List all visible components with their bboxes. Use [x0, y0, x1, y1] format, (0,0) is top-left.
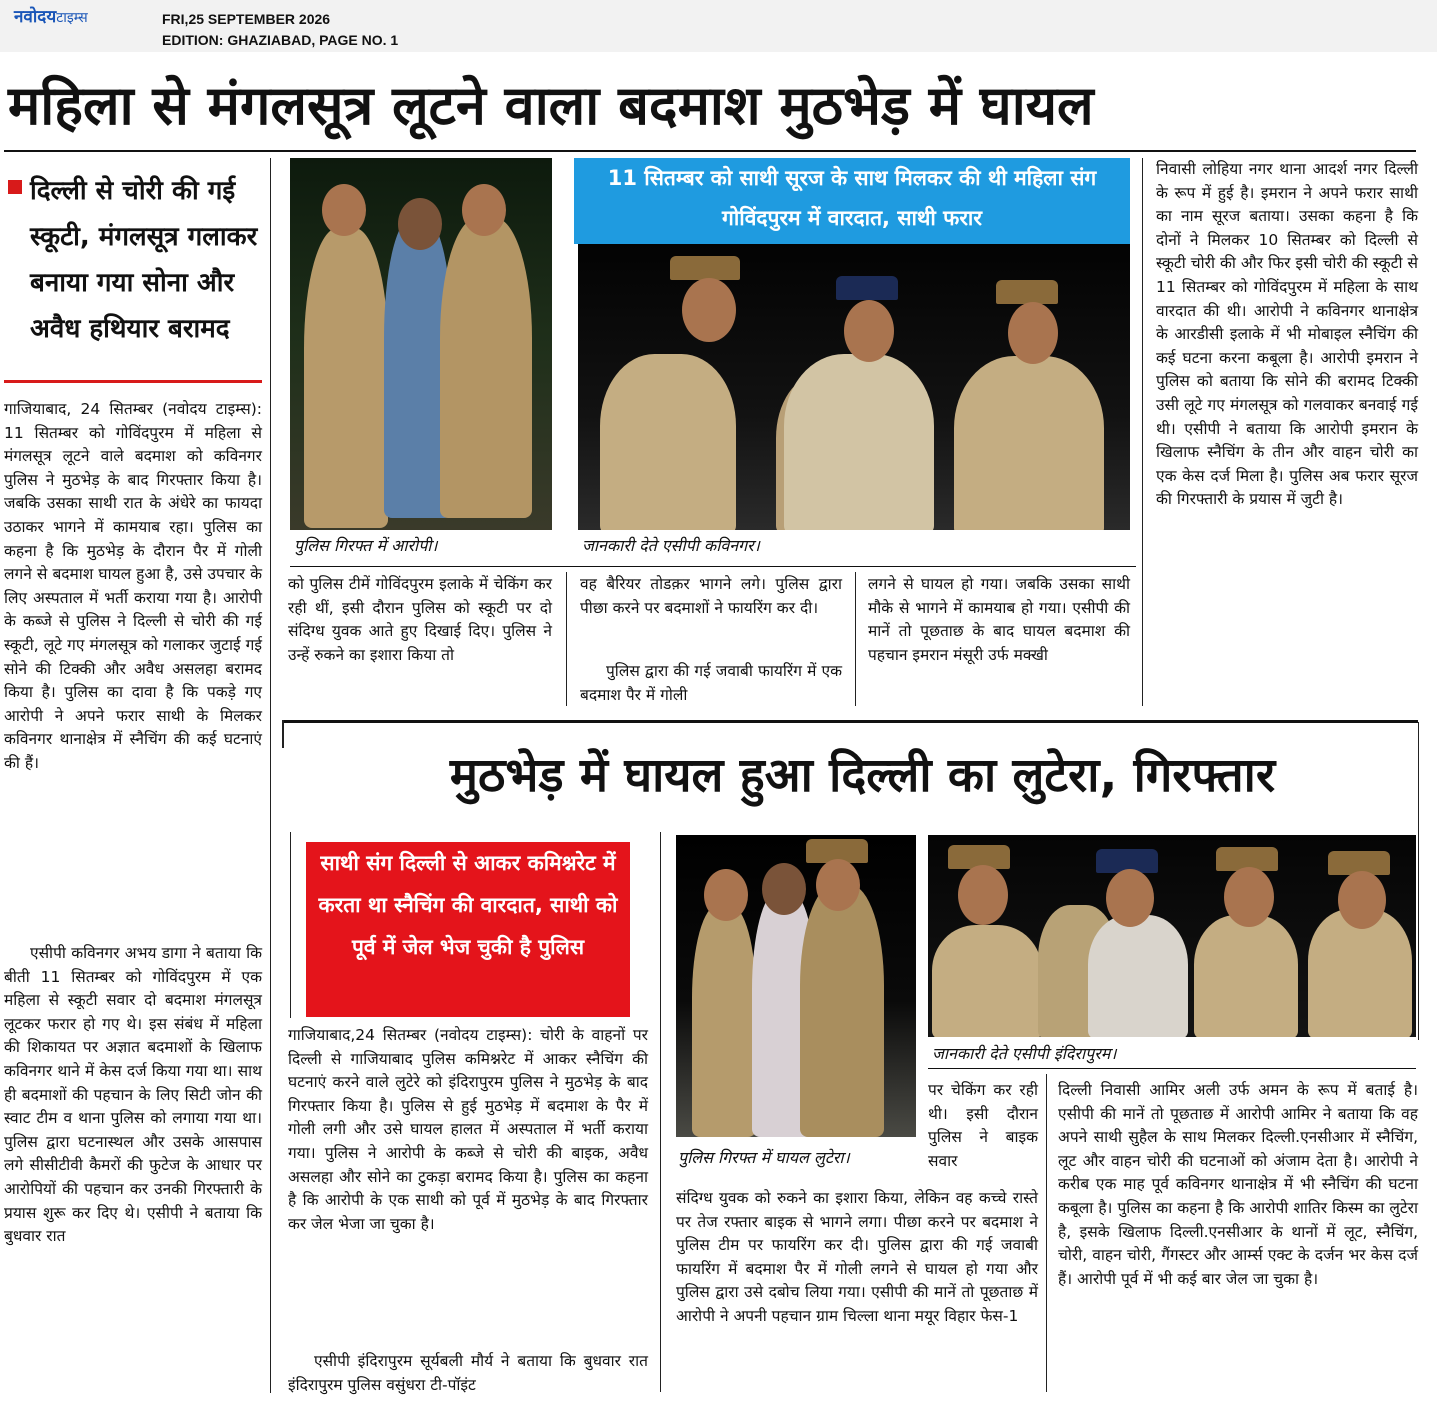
story2-col1: गाजियाबाद,24 सितम्बर (नवोदय टाइम्स): चोरी के वाहनों पर दिल्ली से गाजियाबाद पुलिस कमिश्नरेट में आकर स्नैचिंग की घटनाएं करने वाले लुटेरे को इंदिरापुरम पुलिस ने मुठभेड़ के बाद गिरफ्तार किया है। पुलिस से हुई मुठभेड़ में बदमाश के पैर में गोली लगी और उसे घायल हालत में अस्पताल में भर्ती कराया गया। पुलिस ने आरोपी के कब्जे से चोरी की बाइक, अवैध असलहा और सोने का टुकड़ा बरामद किया है। पुलिस का कहना है कि आरोपी के एक साथी को पूर्व में मुठभेड़ के बाद गिरफ्तार कर जेल भेजा जा चुका है।: [288, 1026, 648, 1233]
story1-highlight-box: 11 सितम्बर को साथी सूरज के साथ मिलकर की थी महिला संग गोविंदपुरम में वारदात, साथी फरार: [574, 158, 1130, 244]
story1-col3b: पुलिस द्वारा की गई जवाबी फायरिंग में एक बदमाश पैर में गोली: [580, 662, 842, 704]
issue-date: FRI,25 SEPTEMBER 2026: [162, 11, 331, 27]
caption-rule: [928, 1068, 1416, 1069]
story2-top-rule: [282, 720, 1418, 723]
photo-injured-robber: [676, 835, 916, 1137]
story2-right-border: [1418, 722, 1419, 1040]
subhead-underline: [4, 380, 262, 383]
edition-page: EDITION: GHAZIABAD, PAGE NO. 1: [162, 32, 399, 48]
column-divider: [270, 158, 271, 1393]
story1-headline: महिला से मंगलसूत्र लूटने वाला बदमाश मुठभेड़ में घायल: [8, 74, 1094, 137]
newspaper-logo: [14, 4, 88, 27]
column-divider: [855, 572, 856, 706]
column-divider: [1142, 158, 1143, 706]
story1-subhead: दिल्ली से चोरी की गई स्कूटी, मंगलसूत्र गलाकर बनाया गया सोना और अवैध हथियार बरामद: [30, 176, 258, 344]
photo4-caption: जानकारी देते एसीपी इंदिरापुरम।: [932, 1044, 1117, 1063]
column-divider: [1046, 1074, 1047, 1392]
photo2-caption: जानकारी देते एसीपी कविनगर।: [582, 536, 760, 555]
photo1-caption: पुलिस गिरफ्त में आरोपी।: [294, 536, 438, 555]
column-divider: [660, 832, 661, 1392]
story1-col5: निवासी लोहिया नगर थाना आदर्श नगर दिल्ली के रूप में हुई है। इमरान ने अपने फरार साथी का नाम सूरज बताया। उसका कहना है कि दोनों ने मिलकर 10 सितम्बर को दिल्ली से स्कूटी चोरी की और फिर इसी चोरी की स्कूटी से 11 सितम्बर को गोविंदपुरम में महिला के साथ वारदात की थी। आरोपी ने कविनगर थानाक्षेत्र के आरडीसी इलाके में भी मोबाइल स्नैचिंग की कई घटना करना कबूला है। आरोपी इमरान ने पुलिस को बताया कि सोने की बरामद टिक्की उसी लूटे गए मंगलसूत्र को गलवाकर बनवाई गई थी। एसीपी ने बताया कि आरोपी इमरान के खिलाफ स्नैचिंग के तीन और वाहन चोरी का एक केस दर्ज मिला है। पुलिस अब फरार सूरज की गिरफ्तारी के प्रयास में जुटी है।: [1156, 160, 1418, 509]
story2-col1b: एसीपी इंदिरापुरम सूर्यबली मौर्य ने बताया कि बुधवार रात इंदिरापुरम पुलिस वसुंधरा टी-पॉइंट: [288, 1352, 648, 1394]
bullet-square-icon: [8, 180, 22, 194]
logo-sub: टाइम्स: [56, 10, 88, 26]
story2-col2b: संदिग्ध युवक को रुकने का इशारा किया, लेकिन वह कच्चे रास्ते पर तेज रफ्तार बाइक से भागने लगा। पीछा करने पर बदमाश ने पुलिस टीम पर फायरिंग कर दी। पुलिस द्वारा की गई जवाबी फायरिंग में बदमाश पैर में गोली लगने से घायल हो गया और पुलिस द्वारा उसे दबोच लिया गया। एसीपी की मानें तो पूछताछ में आरोपी ने अपनी पहचान ग्राम चिल्ला थाना मयूर विहार फेस-1: [676, 1189, 1038, 1325]
story2-highlight-box: साथी संग दिल्ली से आकर कमिश्नरेट में करता था स्नैचिंग की वारदात, साथी को पूर्व में जेल भेज चुकी है पुलिस: [306, 842, 630, 1017]
edition-info: [162, 9, 398, 51]
story2-col3: दिल्ली निवासी आमिर अली उर्फ अमन के रूप में बताई है। एसीपी की मानें तो पूछताछ में आरोपी आमिर ने बताया कि वह अपने साथी सुहैल के साथ मिलकर दिल्ली.एनसीआर में स्नैचिंग, लूट और वाहन चोरी की घटनाओं को अंजाम देता है। आरोपी ने करीब एक माह पूर्व कविनगर थानाक्षेत्र में भी स्नैचिंग की घटना कबूला है। पुलिस का कहना है कि आरोपी शातिर किस्म का लुटेरा है, इसके खिलाफ दिल्ली.एनसीआर के थानों में लूट, स्नैचिंग, चोरी, वाहन चोरी, गैंगस्टर और आर्म्स एक्ट के दर्जन भर केस दर्ज हैं। आरोपी पूर्व में भी कई बार जेल जा चुका है।: [1058, 1081, 1418, 1288]
column-divider: [566, 572, 567, 706]
story1-col2: को पुलिस टीमें गोविंदपुरम इलाके में चेकिंग कर रही थीं, इसी दौरान पुलिस को स्कूटी पर दो संदिग्ध युवक आते हुए दिखाई दिए। पुलिस ने उन्हें रुकने का इशारा किया तो: [288, 575, 552, 664]
story1-col1b: एसीपी कविनगर अभय डागा ने बताया कि बीती 11 सितम्बर को गोविंदपुरम में एक महिला से स्कूटी सवार दो बदमाश मंगलसूत्र लूटकर फरार हो गए थे। इस संबंध में महिला की शिकायत पर अज्ञात बदमाशों के खिलाफ कविनगर थाने में केस दर्ज किया गया था। साथ ही बदमाशों की पहचान के लिए सिटी जोन की स्वाट टीम व थाना पुलिस को लगाया गया था। पुलिस द्वारा घटनास्थल और उसके आसपास लगे सीसीटीवी कैमरों की फुटेज के आधार पर आरोपियों की पहचान कर उनकी गिरफ्तारी के प्रयास शुरू कर दिए थे। एसीपी ने बताया कि बुधवार रात: [4, 944, 262, 1246]
story1-col1: गाजियाबाद, 24 सितम्बर (नवोदय टाइम्स): 11 सितम्बर को गोविंदपुरम में महिला से मंगलसूत्र लूटने वाले बदमाश को कविनगर पुलिस ने मुठभेड़ के बाद गिरफ्तार किया है। जबकि उसका साथी रात के अंधेरे का फायदा उठाकर भागने में कामयाब रहा। पुलिस का कहना है कि मुठभेड़ के दौरान पैर में गोली लगने से बदमाश घायल हुआ है, उसे उपचार के लिए अस्पताल में भर्ती कराया गया है। आरोपी के कब्जे से पुलिस ने दिल्ली से चोरी की गई स्कूटी, लूटे गए मंगलसूत्र को गलाकर जुटाई गई सोने की टिक्की और अवैध असलहा बरामद किया है। पुलिस का दावा है कि पकड़े गए आरोपी ने अपने फरार साथी के मिलकर कविनगर थानाक्षेत्र में स्नैचिंग की कई घटनाएं की हैं।: [4, 400, 262, 772]
caption-rule: [290, 566, 1136, 567]
story2-headline: मुठभेड़ में घायल हुआ दिल्ली का लुटेरा, गिरफ्तार: [449, 748, 1276, 803]
photo3-caption: पुलिस गिरफ्त में घायल लुटेरा।: [678, 1148, 850, 1167]
logo-main: नवोदय: [14, 7, 57, 27]
story2-corner: [282, 720, 284, 748]
story1-col3: वह बैरियर तोडक़र भागने लगे। पुलिस द्वारा पीछा करने पर बदमाशों ने फायरिंग कर दी।: [580, 575, 842, 617]
photo-accused-arrest: [290, 158, 552, 530]
story1-rule: [4, 150, 1416, 152]
photo-acp-indirapuram: [928, 835, 1416, 1037]
photo-acp-briefing: [578, 244, 1130, 530]
box-border: [290, 832, 291, 1018]
story1-col4: लगने से घायल हो गया। जबकि उसका साथी मौके से भागने में कामयाब हो गया। एसीपी की मानें तो पूछताछ के बाद घायल बदमाश की पहचान इमरान मंसूरी उर्फ मक्खी: [868, 575, 1130, 664]
story2-col2: पर चेकिंग कर रही थी। इसी दौरान पुलिस ने बाइक सवार: [928, 1081, 1038, 1170]
